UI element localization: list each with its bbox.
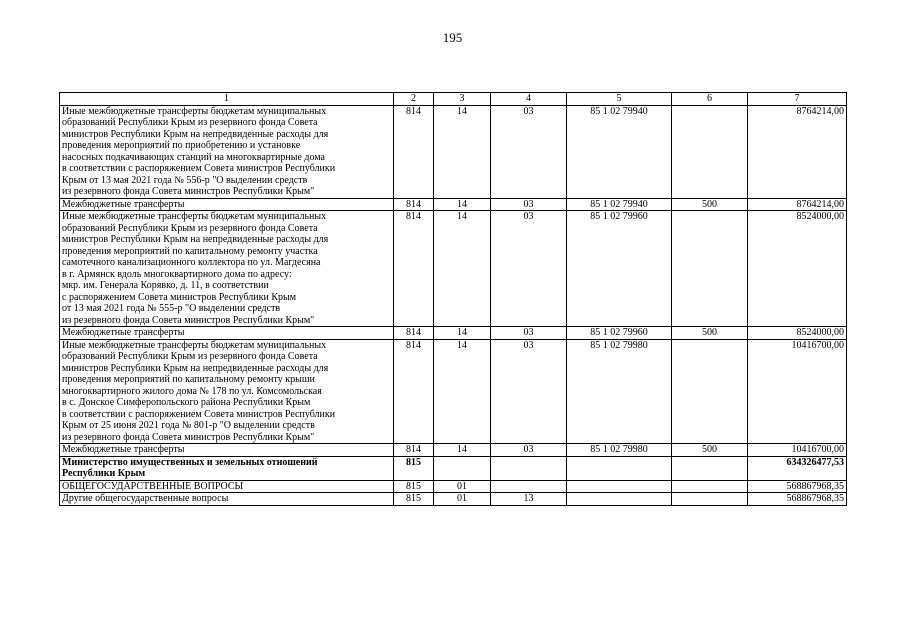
- row-description: Межбюджетные трансферты: [60, 327, 394, 340]
- row-description: Иные межбюджетные трансферты бюджетам муниципальных образований Республики Крым из резервного фонда Совета министров Республики Крым на непредвиденные расходы для проведения мероприятий по капитальному ремонту крыши многоквартирного жилого дома № 178 по ул. Комсомольская в с. Донское Симферопольского района Республики Крым в соответствии с распоряжением Совета министров Республики Крым от 25 июня 2021 года № 801-р "О выделении средств из резервного фонда Совета министров Республики Крым": [60, 339, 394, 444]
- row-target-code: 85 1 02 79960: [567, 327, 672, 340]
- row-target-code: 85 1 02 79940: [567, 198, 672, 211]
- row-description: Межбюджетные трансферты: [60, 444, 394, 457]
- row-amount: 8524000,00: [748, 327, 847, 340]
- row-amount: 568867968,35: [748, 493, 847, 506]
- row-amount: 634326477,53: [748, 456, 847, 480]
- row-section-code: 14: [434, 105, 491, 198]
- row-target-code: 85 1 02 79980: [567, 339, 672, 444]
- row-section-code: 01: [434, 480, 491, 493]
- row-target-code: [567, 456, 672, 480]
- row-amount: 568867968,35: [748, 480, 847, 493]
- row-target-code: 85 1 02 79960: [567, 211, 672, 327]
- table-row: [60, 480, 847, 493]
- row-expense-type: [672, 480, 748, 493]
- row-expense-type: [672, 456, 748, 480]
- row-ministry-code: 814: [394, 211, 434, 327]
- header-col-1: 1: [60, 93, 394, 106]
- row-ministry-code: 814: [394, 339, 434, 444]
- row-ministry-code: 815: [394, 493, 434, 506]
- row-subsection-code: 13: [491, 493, 567, 506]
- header-col-5: 5: [567, 93, 672, 106]
- row-expense-type: [672, 493, 748, 506]
- table-row: [60, 105, 847, 198]
- row-subsection-code: 03: [491, 198, 567, 211]
- row-ministry-code: 814: [394, 105, 434, 198]
- row-target-code: 85 1 02 79980: [567, 444, 672, 457]
- page-number: 195: [442, 30, 463, 45]
- row-description: Другие общегосударственные вопросы: [60, 493, 394, 506]
- row-target-code: [567, 480, 672, 493]
- header-col-3: 3: [434, 93, 491, 106]
- row-amount: 8524000,00: [748, 211, 847, 327]
- header-col-6: 6: [672, 93, 748, 106]
- row-description: Иные межбюджетные трансферты бюджетам муниципальных образований Республики Крым из резервного фонда Совета министров Республики Крым на непредвиденные расходы для проведения мероприятий по приобретению и установке насосных подкачивающих станций на многоквартирные дома в соответствии с распоряжением Совета министров Республики Крым от 13 мая 2021 года № 556-р "О выделении средств из резервного фонда Совета министров Республики Крым": [60, 105, 394, 198]
- row-section-code: 14: [434, 198, 491, 211]
- header-col-2: 2: [394, 93, 434, 106]
- row-amount: 10416700,00: [748, 339, 847, 444]
- header-col-7: 7: [748, 93, 847, 106]
- table-row: [60, 444, 847, 457]
- row-description: Межбюджетные трансферты: [60, 198, 394, 211]
- row-subsection-code: 03: [491, 444, 567, 457]
- row-ministry-code: 815: [394, 480, 434, 493]
- table-row: [60, 456, 847, 480]
- row-section-code: 14: [434, 444, 491, 457]
- table-row: [60, 339, 847, 444]
- row-section-code: 14: [434, 327, 491, 340]
- table-row: [60, 211, 847, 327]
- table-row: [60, 327, 847, 340]
- row-subsection-code: 03: [491, 105, 567, 198]
- row-subsection-code: [491, 456, 567, 480]
- row-subsection-code: 03: [491, 211, 567, 327]
- row-expense-type: [672, 339, 748, 444]
- row-section-code: 01: [434, 493, 491, 506]
- row-section-code: [434, 456, 491, 480]
- table-header-row: [60, 93, 847, 106]
- row-target-code: 85 1 02 79940: [567, 105, 672, 198]
- row-expense-type: [672, 211, 748, 327]
- row-ministry-code: 815: [394, 456, 434, 480]
- row-section-code: 14: [434, 339, 491, 444]
- budget-table: [59, 92, 847, 506]
- row-amount: 8764214,00: [748, 198, 847, 211]
- row-section-code: 14: [434, 211, 491, 327]
- row-description: Иные межбюджетные трансферты бюджетам муниципальных образований Республики Крым из резервного фонда Совета министров Республики Крым на непредвиденные расходы для проведения мероприятий по капитальному ремонту участка самотечного канализационного коллектора по ул. Магдесяна в г. Армянск вдоль многоквартирного дома по адресу: мкр. им. Генерала Корявко, д. 11, в соответствии с распоряжением Совета министров Республики Крым от 13 мая 2021 года № 555-р "О выделении средств из резервного фонда Совета министров Республики Крым": [60, 211, 394, 327]
- row-amount: 10416700,00: [748, 444, 847, 457]
- row-ministry-code: 814: [394, 327, 434, 340]
- row-subsection-code: 03: [491, 327, 567, 340]
- table-row: [60, 493, 847, 506]
- row-ministry-code: 814: [394, 198, 434, 211]
- table-row: [60, 198, 847, 211]
- row-target-code: [567, 493, 672, 506]
- row-description: Министерство имущественных и земельных отношений Республики Крым: [60, 456, 394, 480]
- row-amount: 8764214,00: [748, 105, 847, 198]
- row-subsection-code: [491, 480, 567, 493]
- row-subsection-code: 03: [491, 339, 567, 444]
- row-expense-type: 500: [672, 327, 748, 340]
- row-ministry-code: 814: [394, 444, 434, 457]
- header-col-4: 4: [491, 93, 567, 106]
- row-expense-type: 500: [672, 198, 748, 211]
- row-expense-type: 500: [672, 444, 748, 457]
- row-description: ОБЩЕГОСУДАРСТВЕННЫЕ ВОПРОСЫ: [60, 480, 394, 493]
- row-expense-type: [672, 105, 748, 198]
